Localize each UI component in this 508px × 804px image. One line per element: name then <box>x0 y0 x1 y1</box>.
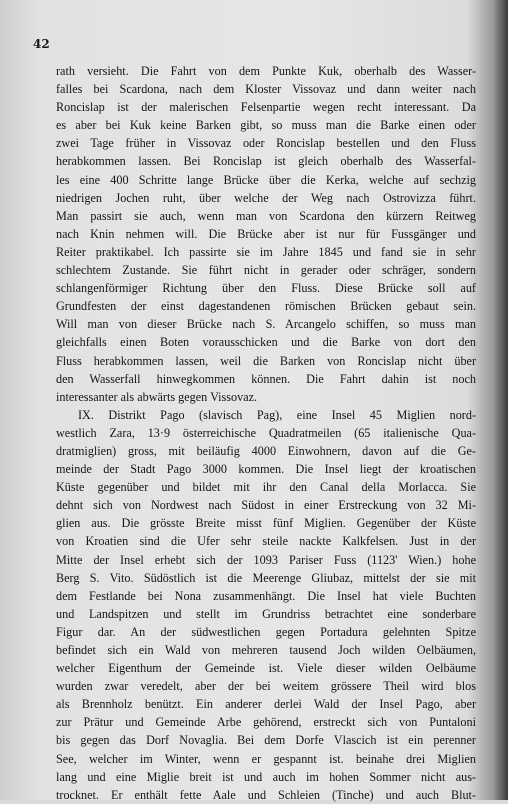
text-line: Figur dar. An der südwestlichen gegen Portadura gelehnten Spitze <box>56 624 476 639</box>
text-line: Man passirt sie auch, wenn man von Scardona den kürzern Reitweg <box>56 208 476 223</box>
text-line: von Kroatien sind die Ufer sehr steile nackte Kalkfelsen. Just in der <box>56 534 476 549</box>
text-line: nach Knin nehmen will. Die Brücke aber ist nur für Fussgänger und <box>56 226 476 241</box>
text-line: wurden zwar veredelt, aber der bei weitem grössere Theil wird blos <box>56 679 476 694</box>
text-line: bis gegen das Dorf Novaglia. Bei dem Dorfe Vlascich ist ein perenner <box>56 733 476 748</box>
text-line: Küste gegenüber und bildet mit ihr den Canal della Morlacca. Sie <box>56 480 476 495</box>
text-line: zwei Tage früher in Vissovaz oder Roncislap bestellen und den Fluss <box>56 136 476 151</box>
page-number: 42 <box>33 37 50 51</box>
text-line: Mitte der Insel erhebt sich der 1093 Pariser Fuss (1123' Wien.) hohe <box>56 552 476 567</box>
text-line: Berg S. Vito. Südöstlich ist die Meerenge Gliubaz, mittelst der sie mit <box>56 570 476 585</box>
text-line: meinde der Stadt Pago 3000 kommen. Die Insel liegt der kroatischen <box>56 462 476 477</box>
text-line: rath versieht. Die Fahrt von dem Punkte Kuk, oberhalb des Wasser- <box>56 64 476 78</box>
text-line: IX. Distrikt Pago (slavisch Pag), eine Insel 45 Miglien nord- <box>78 407 476 422</box>
text-line: Reiter praktikabel. Ich passirte sie im Jahre 1845 und fand sie in sehr <box>56 244 476 259</box>
text-line: und Landspitzen und stellt im Grundriss betrachtet eine sonderbare <box>56 606 476 621</box>
text-line: Grundfesten der einst dagestandenen römischen Brücken gebaut sein. <box>56 299 476 314</box>
text-line: herabkommen lassen. Bei Roncislap ist gleich oberhalb des Wasserfal- <box>56 154 476 169</box>
text-line: befindet sich ein Wald von mehreren tausend Joch wilden Oelbäumen, <box>56 643 476 657</box>
text-line: Fluss herabkommen lassen, weil die Barken von Roncislap nicht über <box>56 353 476 368</box>
text-line: welcher Eigenthum der Gemeinde ist. Viele dieser wilden Oelbäume <box>56 661 476 676</box>
text-line: falles bei Scardona, nach dem Kloster Vissovaz und dann weiter nach <box>56 82 476 97</box>
text-line: zur Prätur und Gemeinde Arbe gehörend, erstreckt sich von Puntaloni <box>56 715 476 730</box>
text-line: den Wasserfall hinwegkommen können. Die Fahrt dahin ist noch <box>56 371 476 386</box>
text-line: westlich Zara, 13·9 österreichische Quadratmeilen (65 italienische Qua- <box>56 425 476 440</box>
text-line: lang und eine Miglie breit ist und auch im hohen Sommer nicht aus- <box>56 769 476 784</box>
text-line: glien aus. Die grösste Breite misst fünf Miglien. Gegenüber der Küste <box>56 516 476 531</box>
text-line: schlechtem Zustande. Sie führt nicht in gerader oder schräger, sondern <box>56 263 476 278</box>
text-line: dratmiglien) gross, mit beiläufig 4000 Einwohnern, davon auf die Ge- <box>56 443 476 458</box>
body-text <box>56 62 476 804</box>
text-line: dem Festlande bei Nona zusammenhängt. Die Insel hat viele Buchten <box>56 588 476 603</box>
text-line: gleichfalls einen Boten vorausschicken und die Barke von dort den <box>56 335 476 350</box>
text-line: schlangenförmiger Richtung über den Fluss. Diese Brücke soll auf <box>56 281 476 296</box>
text-line: les eine 400 Schritte lange Brücke über die Kerka, welche auf sechzig <box>56 172 476 187</box>
text-line: Will man von dieser Brücke nach S. Arcangelo schiffen, so muss man <box>56 317 476 332</box>
text-line: als Brennholz benützt. Ein anderer derlei Wald der Insel Pago, aber <box>56 697 476 712</box>
text-line: es aber bei Kuk keine Barken gibt, so muss man die Barke einen oder <box>56 118 476 133</box>
text-line: interessanter als abwärts gegen Vissovaz. <box>56 389 258 404</box>
text-line: See, welcher im Winter, wenn er gespannt ist. beinahe drei Miglien <box>56 751 476 766</box>
text-line: trocknet. Er enthält fette Aale und Schleien (Tinche) und auch Blut- <box>56 787 476 802</box>
text-line: dehnt sich von Nordwest nach Südost in einer Erstreckung von 32 Mi- <box>56 498 476 513</box>
text-line: niedrigen Jochen ruht, über welche der Weg nach Ostrovizza führt. <box>56 190 476 205</box>
text-line: Roncislap ist der malerischen Felsenpartie wegen recht interessant. Da <box>56 100 476 115</box>
